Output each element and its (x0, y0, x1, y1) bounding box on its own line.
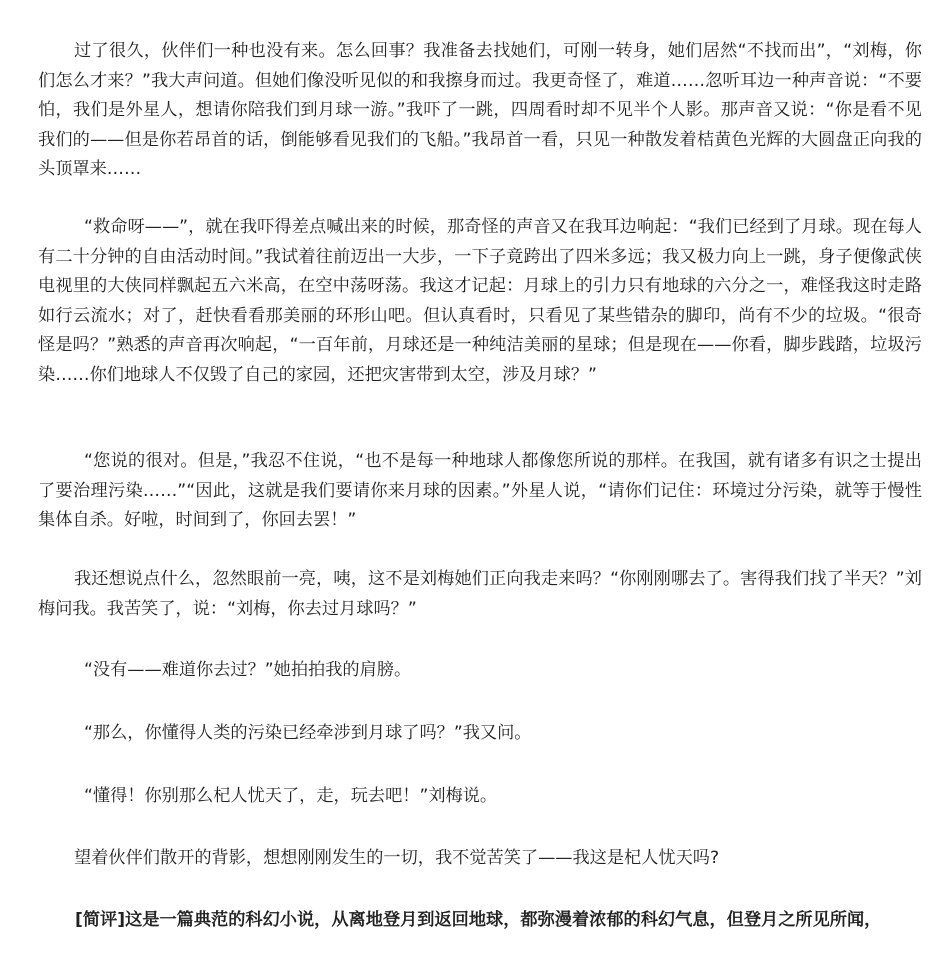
review-paragraph: [简评]这是一篇典范的科幻小说，从离地登月到返回地球，都弥漫着浓郁的科幻气息，但登月之所见所闻， (75, 910, 882, 930)
paragraph-2: “救命呀——”，就在我吓得差点喊出来的时候，那奇怪的声音又在我耳边响起：“我们已经到了月球。现在每人有二十分钟的自由活动时间。”我试着往前迈出一大步，一下子竟跨出了四米多远；我又极力向上一跳，身子便像武侠电视里的大侠同样飘起五六米高，在空中荡呀荡。我这才记起：月球上的引力只有地球的六分之一，难怪我这时走路如行云流水；对了，赶快看看那美丽的环形山吧。但认真看时，只看见了某些错杂的脚印，尚有不少的垃圾。“很奇怪是吗？”熟悉的声音再次响起，“一百年前，月球还是一种纯洁美丽的星球；但是现在——你看，脚步践踏，垃圾污染……你们地球人不仅毁了自己的家园，还把灾害带到太空，涉及月球？” (38, 217, 922, 385)
paragraph-6: “那么，你懂得人类的污染已经牵涉到月球了吗？”我又问。 (84, 723, 532, 743)
paragraph-3: “您说的很对。但是，”我忍不住说，“也不是每一种地球人都像您所说的那样。在我国，就有诸多有识之士提出了要治理污染……”“因此，这就是我们要请你来月球的因素。”外星人说，“请你们记住：环境过分污染，就等于慢性集体自杀。好啦，时间到了，你回去罢！” (38, 451, 922, 530)
paragraph-5: “没有——难道你去过？”她拍拍我的肩膀。 (84, 660, 412, 680)
paragraph-1: 过了很久，伙伴们一种也没有来。怎么回事？我准备去找她们，可刚一转身，她们居然“不找而出”，“刘梅，你们怎么才来？”我大声问道。但她们像没听见似的和我擦身而过。我更奇怪了，难道……忽听耳边一种声音说：“不要怕，我们是外星人，想请你陪我们到月球一游。”我吓了一跳，四周看时却不见半个人影。那声音又说：“你是看不见我们的——但是你若昂首的话，倒能够看见我们的飞船。”我昂首一看，只见一种散发着桔黄色光辉的大圆盘正向我的头顶罩来…… (38, 41, 922, 179)
paragraph-8: 望着伙伴们散开的背影，想想刚刚发生的一切，我不觉苦笑了——我这是杞人忧天吗? (74, 848, 720, 868)
paragraph-7: “懂得！你别那么杞人忧天了，走，玩去吧！”刘梅说。 (84, 786, 498, 806)
paragraph-4: 我还想说点什么，忽然眼前一亮，咦，这不是刘梅她们正向我走来吗？“你刚刚哪去了。害得我们找了半天？”刘梅问我。我苦笑了，说：“刘梅，你去过月球吗？” (38, 569, 922, 619)
